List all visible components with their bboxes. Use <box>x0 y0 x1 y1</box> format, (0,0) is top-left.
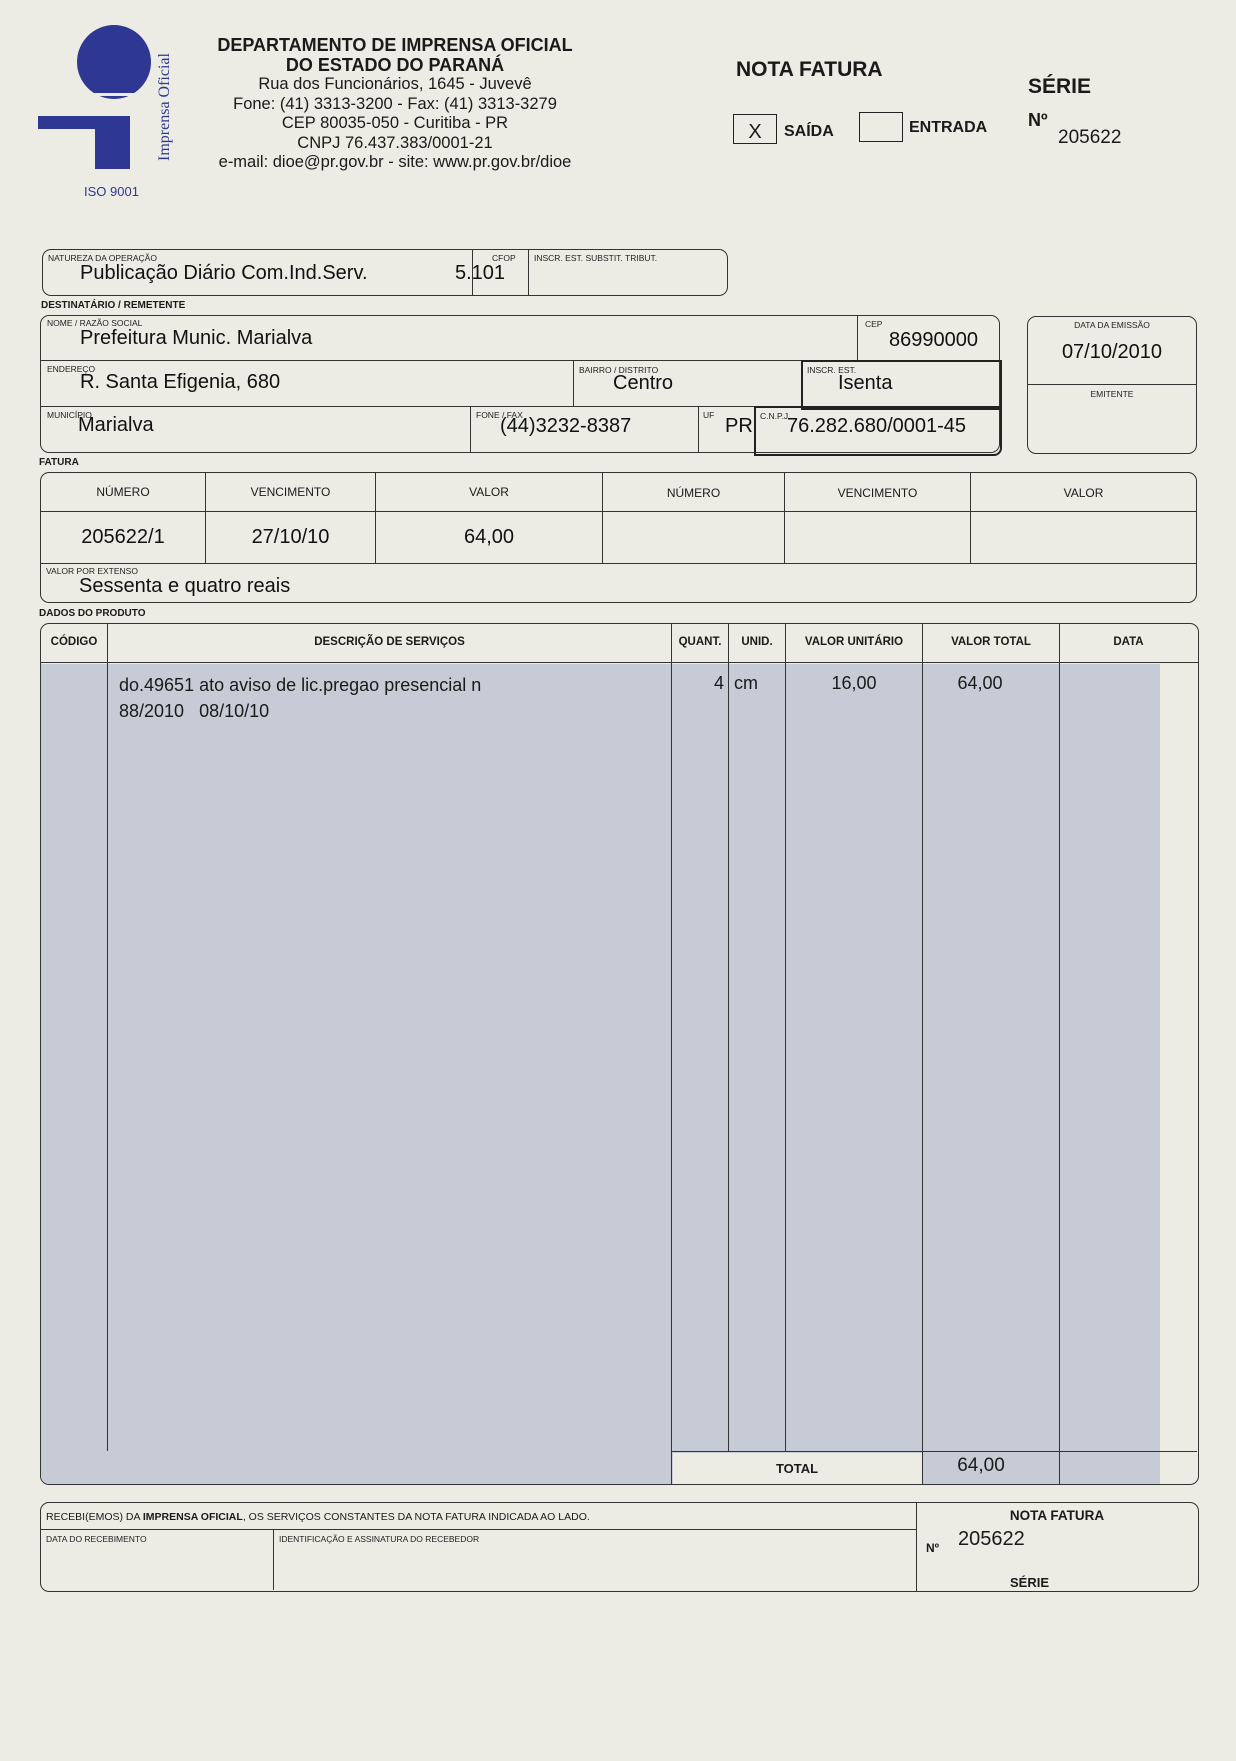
extenso-value: Sessenta e quatro reais <box>79 575 291 597</box>
data-emissao-value: 07/10/2010 <box>1061 341 1163 363</box>
recibo-numero-value: 205622 <box>958 1528 1025 1550</box>
iso-label: ISO 9001 <box>84 184 139 199</box>
extenso-label: VALOR POR EXTENSO <box>46 566 138 576</box>
fatura-header-numero-2: NÚMERO <box>666 486 721 500</box>
item-valor-unitario: 16,00 <box>831 673 877 693</box>
saida-mark: X <box>748 121 762 143</box>
fatura-header-vencimento-2: VENCIMENTO <box>837 486 918 500</box>
serie-label: SÉRIE <box>1028 75 1092 98</box>
fatura-header-vencimento: VENCIMENTO <box>250 485 331 499</box>
item-descricao-line1: do.49651 ato aviso de lic.pregao presencial n <box>119 675 482 695</box>
col-header-descricao: DESCRIÇÃO DE SERVIÇOS <box>314 636 465 648</box>
natureza-value: Publicação Diário Com.Ind.Serv. <box>80 262 368 284</box>
issuer-address: Rua dos Funcionários, 1645 - Juvevê <box>258 75 532 93</box>
inscr-st-label: INSCR. EST. SUBSTIT. TRIBUT. <box>534 253 658 263</box>
saida-checkbox[interactable] <box>733 114 777 144</box>
imprensa-oficial-logo-icon <box>38 25 158 180</box>
recibo-text-post: , OS SERVIÇOS CONSTANTES DA NOTA FATURA INDICADA AO LADO. <box>242 1511 590 1523</box>
produtos-shaded-area <box>41 664 1160 1484</box>
item-unid: cm <box>734 673 758 693</box>
numero-label: Nº <box>1028 110 1048 130</box>
cfop-value: 5.101 <box>455 262 506 284</box>
issuer-phone: Fone: (41) 3313-3200 - Fax: (41) 3313-3279 <box>233 94 557 113</box>
fatura-header-valor: VALOR <box>469 485 509 499</box>
fatura-numero-value: 205622/1 <box>81 526 165 548</box>
total-value: 64,00 <box>957 1455 1005 1476</box>
assinatura-label: IDENTIFICAÇÃO E ASSINATURA DO RECEBEDOR <box>279 1534 480 1544</box>
issuer-name-line2: DO ESTADO DO PARANÁ <box>285 55 505 75</box>
destinatario-section-label: DESTINATÁRIO / REMETENTE <box>41 300 186 311</box>
fatura-vencimento-value: 27/10/10 <box>251 526 330 548</box>
endereco-value: R. Santa Efigenia, 680 <box>80 371 281 393</box>
item-descricao-line2: 88/2010 08/10/10 <box>119 701 270 721</box>
recibo-title: NOTA FATURA <box>1009 1508 1105 1523</box>
recibo-text-bold: IMPRENSA OFICIAL <box>142 1511 243 1523</box>
municipio-label: MUNICÍPIO <box>47 410 92 420</box>
natureza-label: NATUREZA DA OPERAÇÃO <box>48 253 157 263</box>
cep-label: CEP <box>865 319 883 329</box>
produtos-table <box>40 623 1199 1485</box>
cfop-label: CFOP <box>492 253 516 263</box>
fatura-section-label: FATURA <box>39 457 79 468</box>
emitente-label: EMITENTE <box>1090 389 1134 399</box>
emissao-box <box>1027 316 1197 454</box>
recibo-text-pre: RECEBI(EMOS) DA <box>46 1511 143 1523</box>
cnpj-label: C.N.P.J. <box>760 411 791 421</box>
inscr-value: Isenta <box>838 372 893 394</box>
municipio-value: Marialva <box>78 414 154 436</box>
fone-value: (44)3232-8387 <box>500 415 632 437</box>
bairro-value: Centro <box>613 372 674 394</box>
issuer-cnpj: CNPJ 76.437.383/0001-21 <box>297 133 493 152</box>
fone-label: FONE / FAX <box>476 410 523 420</box>
produtos-section-label: DADOS DO PRODUTO <box>39 608 146 619</box>
item-descricao <box>119 672 481 724</box>
entrada-checkbox[interactable] <box>859 112 903 142</box>
uf-label: UF <box>703 410 715 420</box>
item-quant: 4 <box>713 673 724 693</box>
logo-side-text: Imprensa Oficial <box>156 53 173 161</box>
uf-value: PR <box>725 415 753 437</box>
data-recebimento-label: DATA DO RECEBIMENTO <box>46 1534 147 1544</box>
col-header-quant: QUANT. <box>678 636 722 648</box>
nome-value: Prefeitura Munic. Marialva <box>80 327 313 349</box>
recibo-text <box>46 1511 590 1523</box>
issuer-name-line1: DEPARTAMENTO DE IMPRENSA OFICIAL <box>217 35 573 55</box>
col-header-codigo: CÓDIGO <box>50 636 98 648</box>
fatura-header-numero: NÚMERO <box>96 485 150 499</box>
fatura-header-valor-2: VALOR <box>1063 486 1104 500</box>
endereco-label: ENDEREÇO <box>47 364 96 374</box>
entrada-label: ENTRADA <box>909 119 988 136</box>
issuer-cep: CEP 80035-050 - Curitiba - PR <box>281 114 509 132</box>
saida-label: SAÍDA <box>784 123 834 140</box>
col-header-valor-unitario: VALOR UNITÁRIO <box>804 636 904 648</box>
col-header-data: DATA <box>1113 636 1144 648</box>
cep-value: 86990000 <box>889 329 978 351</box>
numero-value: 205622 <box>1058 127 1122 148</box>
issuer-contact: e-mail: dioe@pr.gov.br - site: www.pr.gov.br/dioe <box>218 153 572 171</box>
nome-label: NOME / RAZÃO SOCIAL <box>47 318 143 328</box>
fatura-valor-value: 64,00 <box>463 526 515 548</box>
document-title: NOTA FATURA <box>736 58 883 81</box>
item-valor-total: 64,00 <box>957 673 1003 693</box>
recibo-serie-label: SÉRIE <box>1010 1575 1050 1590</box>
bairro-label: BAIRRO / DISTRITO <box>579 365 659 375</box>
recibo-numero-label: Nº <box>926 1541 940 1555</box>
total-label: TOTAL <box>775 1461 819 1476</box>
data-emissao-label: DATA DA EMISSÃO <box>1074 320 1150 330</box>
cnpj-value: 76.282.680/0001-45 <box>787 415 967 437</box>
col-header-valor-total: VALOR TOTAL <box>951 636 1031 648</box>
inscr-label: INSCR. EST. <box>807 365 857 375</box>
col-header-unid: UNID. <box>741 636 773 648</box>
